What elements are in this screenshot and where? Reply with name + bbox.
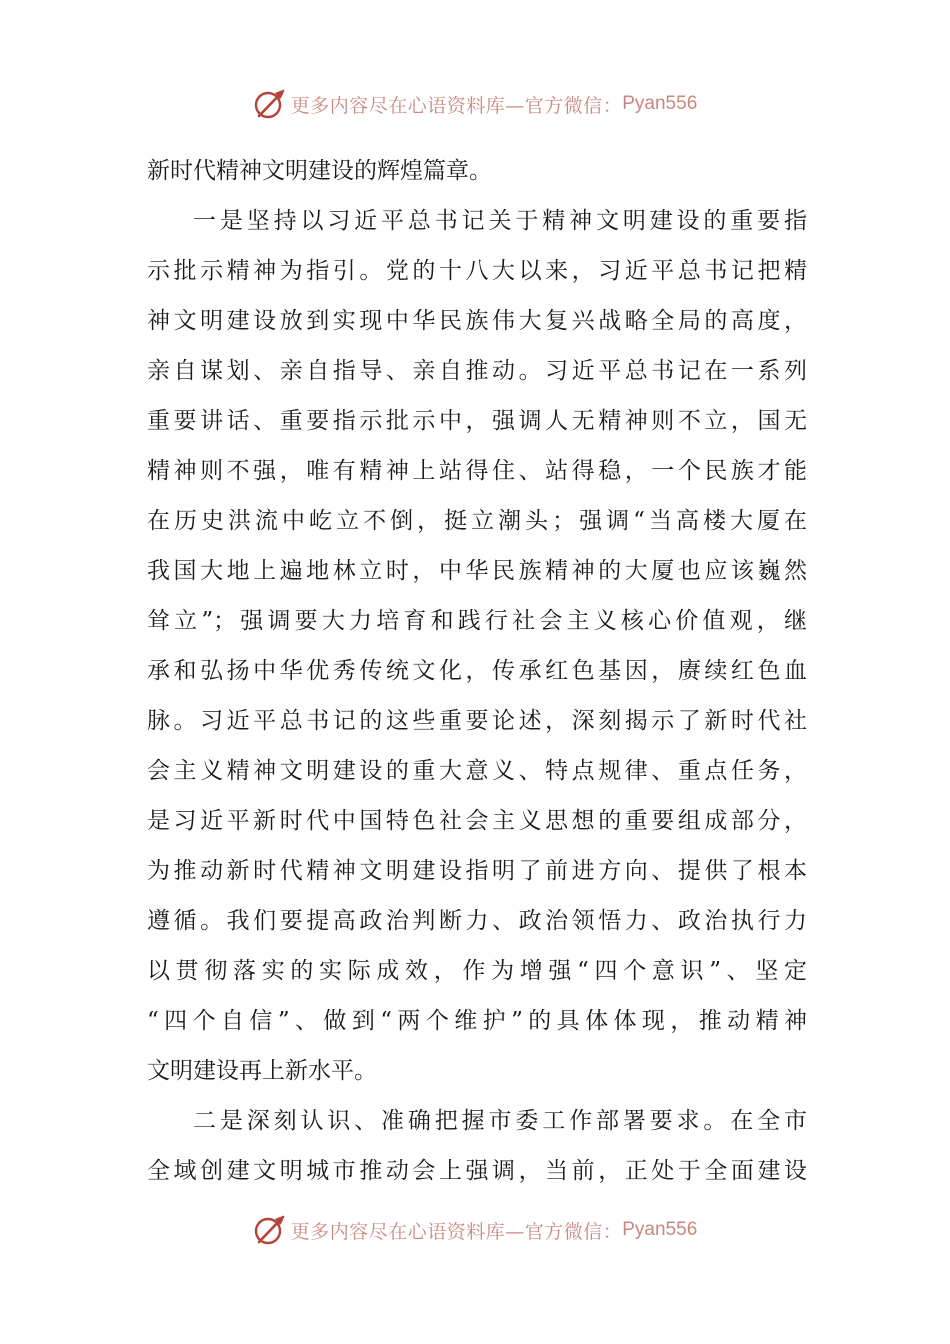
body-line: 一是坚持以习近平总书记关于精神文明建设的重要指 xyxy=(193,208,807,234)
body-line: 为推动新时代精神文明建设指明了前进方向、提供了根本 xyxy=(147,858,807,884)
body-line: 精神则不强，唯有精神上站得住、站得稳，一个民族才能 xyxy=(147,458,807,484)
body-line: 在历史洪流中屹立不倒，挺立潮头；强调“当高楼大厦在 xyxy=(147,508,807,534)
body-line: 新时代精神文明建设的辉煌篇章。 xyxy=(147,158,492,184)
quill-logo-icon xyxy=(253,1213,287,1247)
watermark-handle: Pyan556 xyxy=(622,93,698,114)
watermark-text: 更多内容尽在心语资料库—官方微信： xyxy=(290,94,623,117)
body-line: 耸立”；强调要大力培育和践行社会主义核心价值观，继 xyxy=(147,608,807,634)
body-line: 文明建设再上新水平。 xyxy=(147,1058,377,1084)
watermark-text: 更多内容尽在心语资料库—官方微信： xyxy=(290,1220,623,1243)
quill-logo-icon xyxy=(253,87,287,121)
body-line: 是习近平新时代中国特色社会主义思想的重要组成部分， xyxy=(147,808,807,834)
header-watermark-banner xyxy=(0,84,950,124)
body-line: 会主义精神文明建设的重大意义、特点规律、重点任务， xyxy=(147,758,807,784)
body-line: 遵循。我们要提高政治判断力、政治领悟力、政治执行力 xyxy=(147,908,807,934)
body-line: 二是深刻认识、准确把握市委工作部署要求。在全市 xyxy=(193,1108,807,1134)
body-line: “四个自信”、做到“两个维护”的具体体现，推动精神 xyxy=(147,1008,807,1034)
body-line: 示批示精神为指引。党的十八大以来，习近平总书记把精 xyxy=(147,258,807,284)
document-body xyxy=(147,146,807,1196)
footer-watermark-banner xyxy=(0,1210,950,1250)
body-line: 以贯彻落实的实际成效，作为增强“四个意识”、坚定 xyxy=(147,958,807,984)
watermark-handle: Pyan556 xyxy=(622,1219,698,1240)
body-line: 亲自谋划、亲自指导、亲自推动。习近平总书记在一系列 xyxy=(147,358,807,384)
body-line: 脉。习近平总书记的这些重要论述，深刻揭示了新时代社 xyxy=(147,708,807,734)
body-line: 神文明建设放到实现中华民族伟大复兴战略全局的高度， xyxy=(147,308,807,334)
body-line: 承和弘扬中华优秀传统文化，传承红色基因，赓续红色血 xyxy=(147,658,807,684)
body-line: 重要讲话、重要指示批示中，强调人无精神则不立，国无 xyxy=(147,408,807,434)
body-line: 全域创建文明城市推动会上强调，当前，正处于全面建设 xyxy=(147,1158,807,1184)
body-line: 我国大地上遍地林立时，中华民族精神的大厦也应该巍然 xyxy=(147,558,807,584)
